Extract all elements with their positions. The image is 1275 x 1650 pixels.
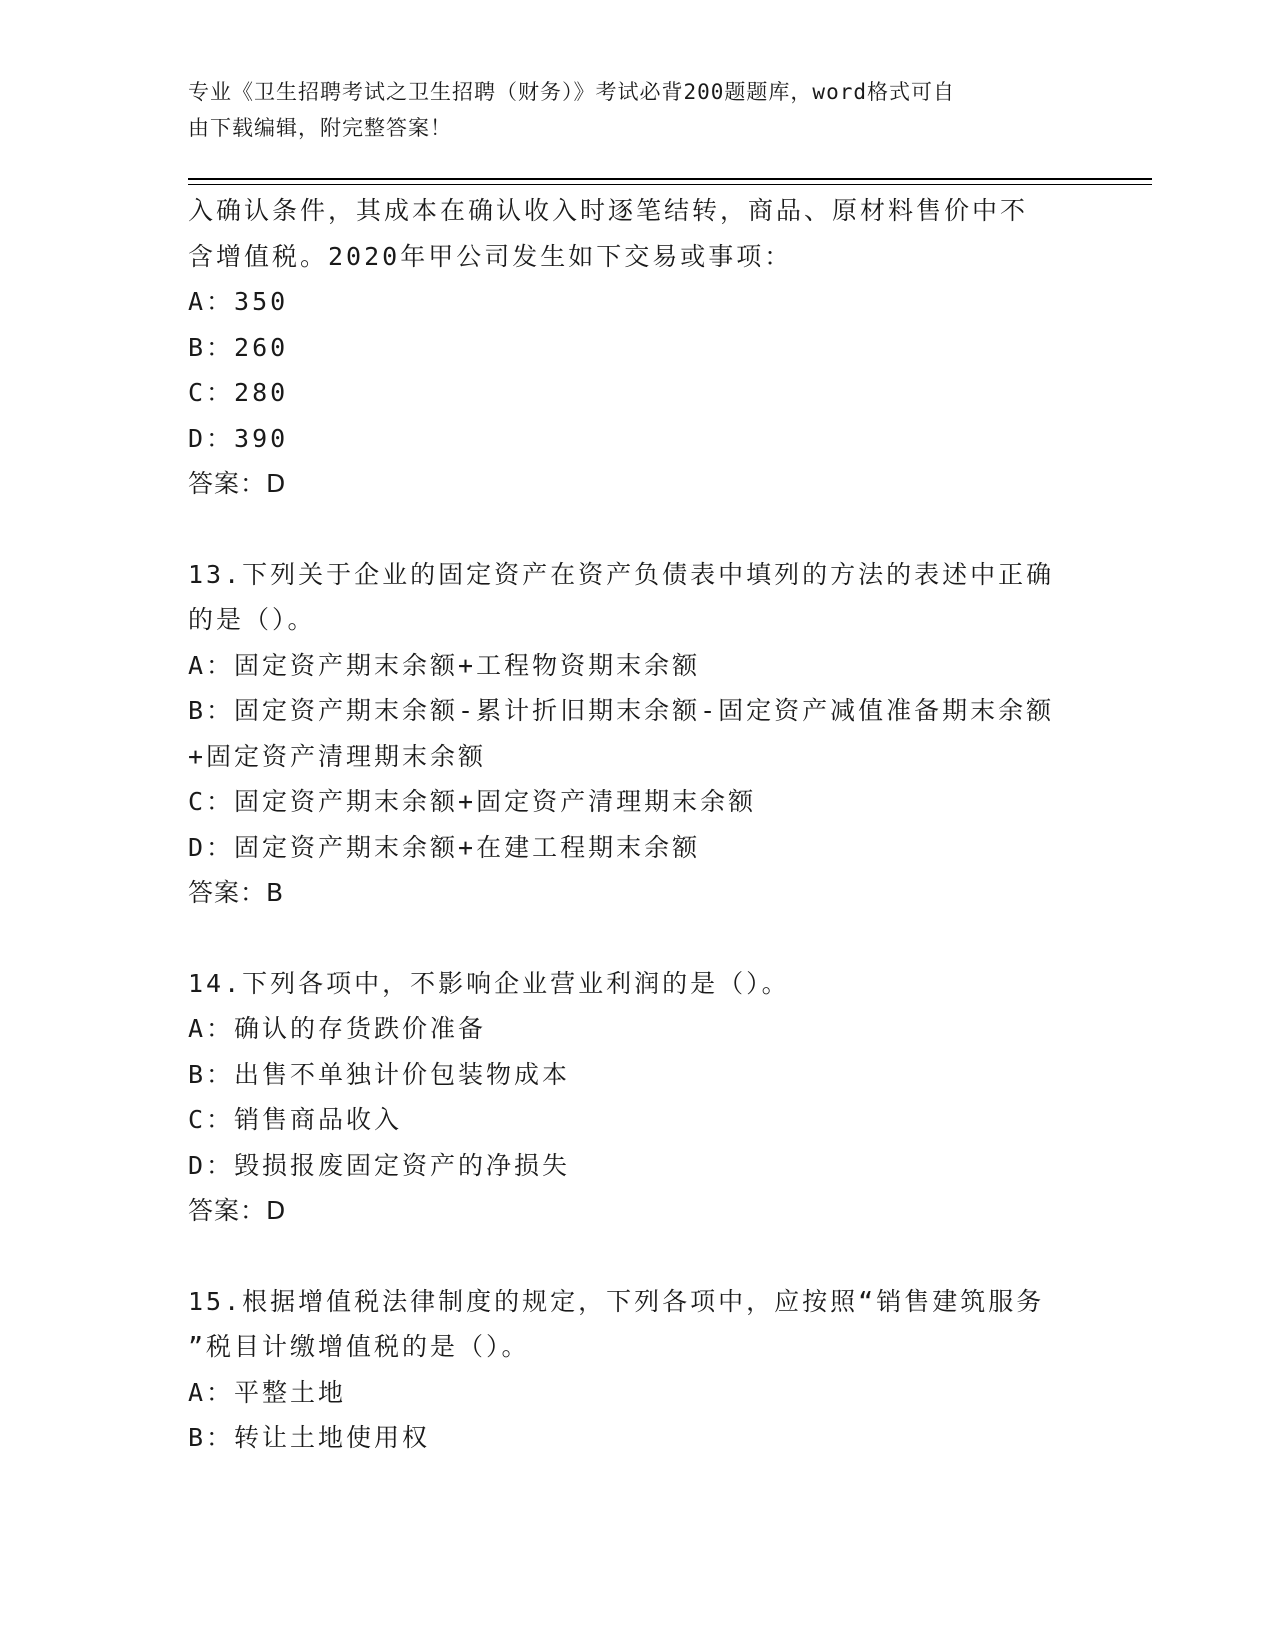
question-stem-line: 入确认条件，其成本在确认收入时逐笔结转，商品、原材料售价中不 (188, 196, 1029, 225)
option-a: A：确认的存货跌价准备 (188, 1014, 487, 1043)
answer-line: 答案：D (188, 1196, 287, 1225)
option-d: D：固定资产期末余额+在建工程期末余额 (188, 832, 701, 862)
document-body (188, 188, 1078, 1461)
question-stem-line: 的是（）。 (188, 605, 316, 634)
spacer (188, 507, 1078, 552)
question-stem-line: 14.下列各项中，不影响企业营业利润的是（）。 (188, 968, 790, 998)
question-stem-line: 含增值税。2020年甲公司发生如下交易或事项： (188, 241, 793, 271)
option-a: A：350 (188, 287, 289, 316)
option-d: D：毁损报废固定资产的净损失 (188, 1150, 571, 1180)
answer-line: 答案：B (188, 878, 285, 907)
answer-line: 答案：D (188, 469, 287, 498)
question-stem-line: 13.下列关于企业的固定资产在资产负债表中填列的方法的表述中正确 (188, 559, 1055, 589)
option-a: A：固定资产期末余额+工程物资期末余额 (188, 650, 701, 680)
spacer (188, 1234, 1078, 1279)
header-line-1: 专业《卫生招聘考试之卫生招聘（财务）》考试必背200题题库，word格式可自 (188, 80, 955, 104)
header-line-2: 由下载编辑，附完整答案！ (188, 116, 452, 140)
option-b: B：出售不单独计价包装物成本 (188, 1059, 571, 1089)
header-divider-thin (188, 184, 1152, 185)
question-stem-line: ”税目计缴增值税的是（）。 (188, 1332, 530, 1361)
question-13 (188, 552, 1078, 916)
question-15 (188, 1279, 1078, 1461)
option-d: D：390 (188, 423, 289, 453)
document-header (188, 74, 1068, 146)
option-b: B：固定资产期末余额-累计折旧期末余额-固定资产减值准备期末余额 (188, 696, 1055, 725)
option-b: B：260 (188, 332, 289, 362)
option-b-continued: +固定资产清理期末余额 (188, 741, 487, 771)
option-a: A：平整土地 (188, 1377, 347, 1407)
option-c: C：280 (188, 378, 289, 407)
option-b: B：转让土地使用权 (188, 1423, 431, 1452)
question-stem-line: 15.根据增值税法律制度的规定，下列各项中，应按照“销售建筑服务 (188, 1286, 1045, 1316)
option-c: C：销售商品收入 (188, 1105, 403, 1134)
question-14 (188, 961, 1078, 1234)
spacer (188, 916, 1078, 961)
question-12-continuation (188, 188, 1078, 507)
option-c: C：固定资产期末余额+固定资产清理期末余额 (188, 787, 757, 816)
header-divider-thick (188, 178, 1152, 180)
